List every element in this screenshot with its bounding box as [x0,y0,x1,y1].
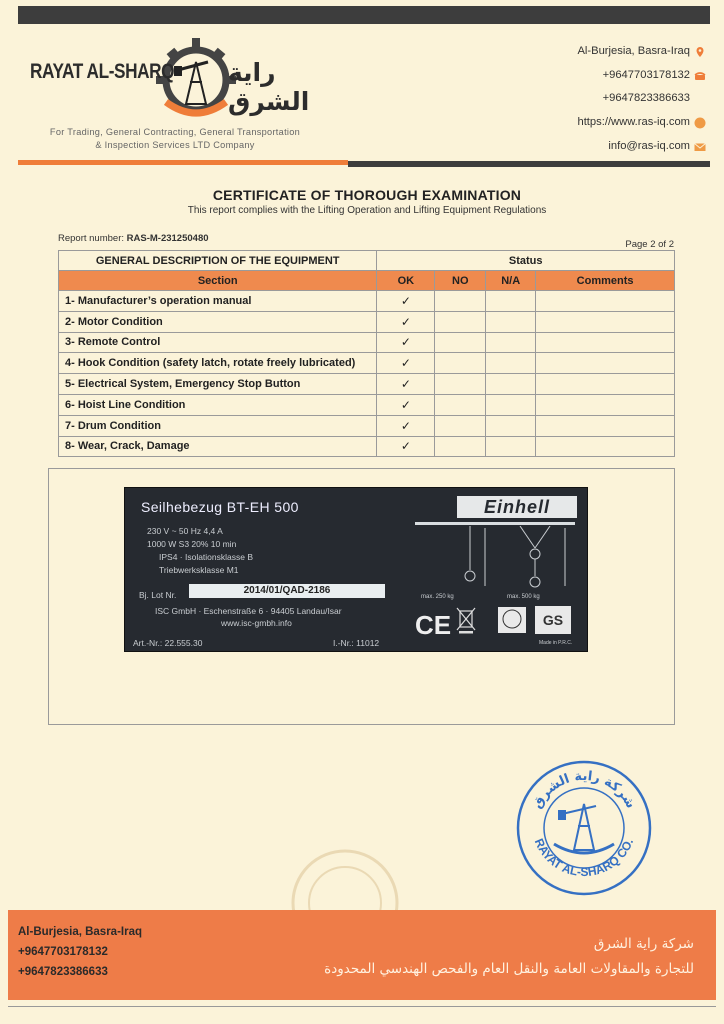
row-ok: ✓ [377,353,435,374]
contact-phone2: +9647823386633 [602,92,690,105]
header-divider-orange [18,160,348,165]
ce-mark: CE [415,610,452,640]
col-na: N/A [486,271,536,291]
nameplate-lot-label: Bj. Lot Nr. [139,590,177,600]
row-comments [536,415,675,436]
row-comments [536,332,675,353]
row-no [435,374,486,395]
footer-phone2: +9647823386633 [18,966,108,978]
nameplate-i-nr: I.-Nr.: 11012 [333,638,380,648]
table-row [59,311,675,332]
page-footer [8,910,716,1000]
tuv-seal-icon [497,606,527,634]
company-tagline: For Trading, General Contracting, General Transportation & Inspection Services LTD Company [49,127,301,150]
row-na [486,415,536,436]
row-ok: ✓ [377,311,435,332]
row-na [486,332,536,353]
row-comments [536,436,675,457]
nameplate-brand: Einhell [457,496,577,518]
contact-phone1: +9647703178132 [577,64,706,88]
footer-ar-line1: شركة راية الشرق [593,936,694,952]
table-row [59,332,675,353]
row-section: 1- Manufacturer’s operation manual [59,291,377,312]
row-na [486,291,536,312]
row-ok: ✓ [377,291,435,312]
row-section: 7- Drum Condition [59,415,377,436]
row-section: 2- Motor Condition [59,311,377,332]
stamp-text-en: RAYAT AL-SHARQ CO. [531,836,637,880]
nameplate-max2: max. 500 kg [507,594,540,600]
row-no [435,394,486,415]
row-comments [536,374,675,395]
footer-arabic-name [324,932,694,982]
col-comments: Comments [536,271,675,291]
table-row [59,291,675,312]
nameplate-lot-number: 2014/01/QAD-2186 [189,584,385,598]
company-name-en: RAYAT AL-SHARQ [30,60,175,83]
row-no [435,436,486,457]
page-number: Page 2 of 2 [625,239,674,250]
row-comments [536,394,675,415]
company-logo [30,32,330,132]
phone-icon [694,70,706,82]
row-comments [536,353,675,374]
row-section: 3- Remote Control [59,332,377,353]
contact-block [577,40,706,159]
weee-bin-icon [455,606,477,634]
row-comments [536,311,675,332]
gs-mark: GS [535,606,571,634]
table-row [59,353,675,374]
col-ok: OK [377,271,435,291]
row-no [435,415,486,436]
status-header: Status [377,251,675,271]
nameplate-manufacturer: ISC GmbH · Eschenstraße 6 · 94405 Landau/Isar [155,606,342,616]
company-seal-stamp [514,758,654,898]
footer-contact [18,922,142,982]
nameplate-spec-2: 1000 W S3 20% 10 min [147,539,237,549]
nameplate-rule [415,522,575,525]
row-ok: ✓ [377,394,435,415]
row-ok: ✓ [377,374,435,395]
document-subtitle: This report complies with the Lifting Operation and Lifting Equipment Regulations [187,205,547,216]
row-section: 4- Hook Condition (safety latch, rotate freely lubricated) [59,353,377,374]
contact-address: Al-Burjesia, Basra-Iraq [577,40,706,64]
row-ok: ✓ [377,332,435,353]
location-pin-icon [694,46,706,58]
footer-rule [8,1006,716,1007]
nameplate-spec-1: 230 V ~ 50 Hz 4,4 A [147,526,223,536]
table-row [59,394,675,415]
hoist-diagram-icon [425,526,575,594]
row-section: 6- Hoist Line Condition [59,394,377,415]
row-section: 5- Electrical System, Emergency Stop Button [59,374,377,395]
contact-website: https://www.ras-iq.com [577,111,706,135]
col-no: NO [435,271,486,291]
nameplate-art-nr: Art.-Nr.: 22.555.30 [133,638,203,648]
company-name-ar: راية الشرق [228,58,310,116]
row-na [486,394,536,415]
table-row [59,436,675,457]
row-no [435,311,486,332]
nameplate-spec-3: IPS4 · Isolationsklasse B [159,552,254,562]
contact-email: info@ras-iq.com [577,135,706,159]
nameplate-model: Seilhebezug BT-EH 500 [141,499,299,515]
footer-phone1: +9647703178132 [18,946,108,958]
row-comments [536,291,675,312]
row-no [435,332,486,353]
table-row [59,415,675,436]
row-na [486,374,536,395]
equipment-table [58,250,675,457]
general-description-header: GENERAL DESCRIPTION OF THE EQUIPMENT [59,251,377,271]
nameplate-made-in: Made in P.R.C. [539,640,573,646]
row-na [486,436,536,457]
header-divider-dark [348,161,710,167]
nameplate-website: www.isc-gmbh.info [221,618,292,628]
row-ok: ✓ [377,415,435,436]
nameplate-spec-4: Triebwerksklasse M1 [159,565,239,575]
globe-icon [694,117,706,129]
col-section: Section [59,271,377,291]
document-title: CERTIFICATE OF THOROUGH EXAMINATION [212,187,522,203]
row-ok: ✓ [377,436,435,457]
top-dark-bar [18,6,710,24]
equipment-nameplate [124,487,588,652]
stamp-text-ar: شركة راية الشرق [529,768,639,812]
row-no [435,353,486,374]
row-na [486,311,536,332]
report-number: Report number: RAS-M-231250480 [58,233,209,244]
nameplate-max1: max. 250 kg [421,594,454,600]
row-section: 8- Wear, Crack, Damage [59,436,377,457]
row-no [435,291,486,312]
mail-icon [694,141,706,153]
footer-address: Al-Burjesia, Basra-Iraq [18,926,142,938]
table-row [59,374,675,395]
footer-ar-line2: للتجارة والمقاولات العامة والنقل العام والفحص الهندسي المحدودة [324,961,694,977]
row-na [486,353,536,374]
